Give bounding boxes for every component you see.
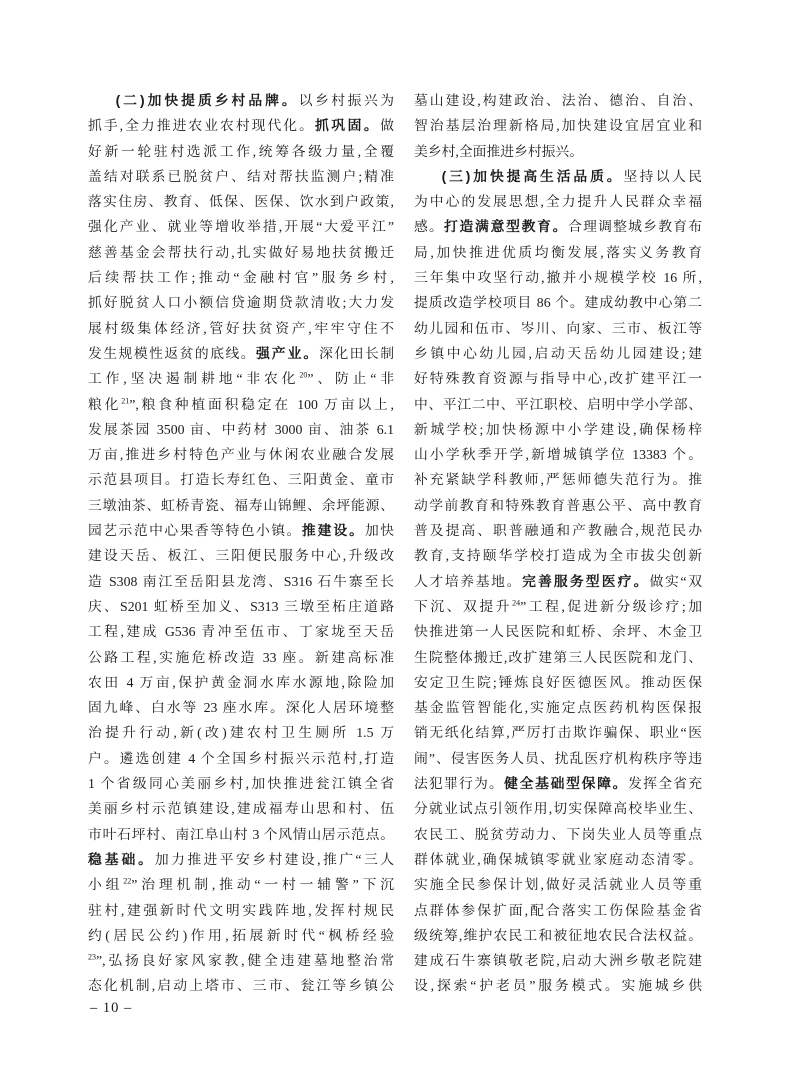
right-column-lines bbox=[414, 88, 702, 999]
text-line: 约(居民公约)作用,拓展新时代“枫桥经验 bbox=[88, 927, 394, 943]
text-line: 好新一轮驻村选派工作,统筹各级力量,全覆 bbox=[88, 143, 394, 159]
text-line: 市叶石坪村、南江阜山村 3 个风情山居示范点。 bbox=[88, 826, 394, 842]
text-line: 建设天岳、板江、三阳便民服务中心,升级改 bbox=[88, 548, 394, 564]
text-line: 中、平江二中、平江职校、启明中学小学部、 bbox=[414, 396, 702, 412]
text-line: 动学前教育和特殊教育普惠公平、高中教育 bbox=[414, 497, 702, 513]
text-line: 补充紧缺学科教师,严惩师德失范行为。推 bbox=[414, 472, 702, 488]
text-line: 感。打造满意型教育。合理调整城乡教育布 bbox=[414, 219, 702, 235]
text-line: 新城学校;加快杨源中小学建设,确保杨梓 bbox=[414, 421, 702, 437]
text-line: 工作,坚决遏制耕地“非农化$^{20}$”、防止“非 bbox=[88, 370, 394, 387]
text-line: 慈善基金会帮扶行动,扎实做好易地扶贫搬迁 bbox=[88, 244, 394, 260]
left-column-lines bbox=[88, 88, 394, 999]
text-line: 教育,支持颐华学校打造成为全市拔尖创新 bbox=[414, 548, 702, 564]
text-line: 后续帮扶工作;推动“金融村官”服务乡村, bbox=[88, 270, 394, 286]
text-line: 智治基层治理新格局,加快建设宜居宜业和 bbox=[414, 118, 702, 134]
text-line: 基金监管智能化,实施定点医药机构医保报 bbox=[414, 700, 702, 716]
text-line: 普及提高、职普融通和产教融合,规范民办 bbox=[414, 523, 702, 539]
text-line: 提质改造学校项目 86 个。建成幼教中心第二 bbox=[414, 295, 702, 311]
text-line: 农民工、脱贫劳动力、下岗失业人员等重点 bbox=[414, 826, 702, 842]
text-line: 山小学秋季开学,新增城镇学位 13383 个。 bbox=[414, 447, 702, 463]
text-line: 幼儿园和伍市、岑川、向家、三市、板江等 bbox=[414, 320, 702, 336]
text-line: 万亩,推进乡村特色产业与休闲农业融合发展 bbox=[88, 447, 394, 463]
text-line: 展村级集体经济,管好扶贫资产,牢牢守住不 bbox=[88, 320, 394, 336]
page-number: – 10 – bbox=[90, 1000, 133, 1016]
text-line: 治提升行动,新(改)建农村卫生厕所 1.5 万 bbox=[88, 725, 394, 741]
text-line: 下沉、双提升$^{24}$”工程,促进新分级诊疗;加 bbox=[414, 598, 702, 614]
text-line: 农田 4 万亩,保护黄金洞水库水源地,除险加 bbox=[88, 674, 394, 690]
text-line: $^{23}$”,弘扬良好家风家教,健全违建墓地整治常 bbox=[88, 952, 394, 969]
text-line: 实施全民参保计划,做好灵活就业人员等重 bbox=[414, 877, 702, 893]
text-line: 点群体参保扩面,配合落实工伤保险基金省 bbox=[414, 902, 702, 918]
text-line: 为中心的发展思想,全力提升人民群众幸福 bbox=[414, 194, 702, 210]
text-line: 建成石牛寨镇敬老院,启动大洲乡敬老院建 bbox=[414, 953, 702, 969]
text-line: 强化产业、就业等增收举措,开展“大爱平江” bbox=[88, 219, 394, 235]
text-line: 美乡村,全面推进乡村振兴。 bbox=[414, 143, 584, 159]
text-line: 庆、S201 虹桥至加义、S313 三墩至柘庄道路 bbox=[88, 598, 394, 614]
right-column bbox=[414, 88, 702, 999]
text-line: 三年集中攻坚行动,撤并小规模学校 16 所, bbox=[414, 270, 702, 286]
text-line: 设,探索“护老员”服务模式。实施城乡供 bbox=[414, 978, 702, 994]
text-line: 好特殊教育资源与指导中心,改扩建平江一 bbox=[414, 371, 702, 387]
text-line: 园艺示范中心果香等特色小镇。推建设。加快 bbox=[88, 523, 394, 539]
text-line: 示范县项目。打造长寿红色、三阳黄金、童市 bbox=[88, 472, 394, 488]
text-line: 乡镇中心幼儿园,启动天岳幼儿园建设;建 bbox=[414, 345, 702, 361]
text-line: 造 S308 南江至岳阳县龙湾、S316 石牛寨至长 bbox=[88, 573, 394, 589]
text-line: 固九峰、白水等 23 座水库。深化人居环境整 bbox=[88, 700, 394, 716]
text-line: 发生规模性返贫的底线。强产业。深化田长制 bbox=[88, 345, 394, 361]
text-line: 驻村,建强新时代文明实践阵地,发挥村规民 bbox=[88, 902, 394, 918]
text-line: 人才培养基地。完善服务型医疗。做实“双 bbox=[414, 573, 702, 589]
left-column bbox=[88, 88, 394, 999]
text-line: 落实住房、教育、低保、医保、饮水到户政策, bbox=[88, 194, 394, 210]
text-line: 态化机制,启动上塔市、三市、瓮江等乡镇公 bbox=[88, 978, 394, 994]
text-line: (二)加快提质乡村品牌。以乡村振兴为 bbox=[115, 93, 394, 108]
text-line: 抓手,全力推进农业农村现代化。抓巩固。做 bbox=[88, 118, 394, 134]
text-line: 销无纸化结算,严厉打击欺诈骗保、职业“医 bbox=[414, 725, 702, 741]
text-line: 小组$^{22}$”治理机制,推动“一村一辅警”下沉 bbox=[88, 876, 394, 893]
text-line: 墓山建设,构建政治、法治、德治、自治、 bbox=[414, 93, 702, 108]
text-line: 盖结对联系已脱贫户、结对帮扶监测户;精准 bbox=[88, 168, 394, 184]
text-line: 工程,建成 G536 青冲至伍市、丁家垅至天岳 bbox=[88, 624, 394, 640]
text-line: 户。遴选创建 4 个全国乡村振兴示范村,打造 bbox=[88, 750, 394, 766]
text-line: 局,加快推进优质均衡发展,落实义务教育 bbox=[414, 244, 702, 260]
text-line: 群体就业,确保城镇零就业家庭动态清零。 bbox=[414, 851, 702, 867]
text-line: 抓好脱贫人口小额信贷逾期贷款清收;大力发 bbox=[88, 295, 394, 311]
text-line: 发展茶园 3500 亩、中药材 3000 亩、油茶 6.1 bbox=[88, 421, 394, 437]
text-line: 快推进第一人民医院和虹桥、余坪、木金卫 bbox=[414, 624, 702, 640]
text-line: 美丽乡村示范镇建设,建成福寿山思和村、伍 bbox=[88, 801, 394, 817]
text-line: 粮化$^{21}$”,粮食种植面积稳定在 100 万亩以上, bbox=[88, 395, 394, 412]
text-line: 法犯罪行为。健全基础型保障。发挥全省充 bbox=[414, 776, 702, 792]
text-line: 三墩油茶、虹桥青瓷、福寿山锦鲤、余坪能源、 bbox=[88, 497, 394, 513]
text-line: (三)加快提高生活品质。坚持以人民 bbox=[441, 168, 702, 184]
text-line: 分就业试点引领作用,切实保障高校毕业生、 bbox=[414, 801, 702, 817]
text-line: 安定卫生院;锤炼良好医德医风。推动医保 bbox=[414, 674, 702, 690]
text-line: 公路工程,实施危桥改造 33 座。新建高标准 bbox=[88, 649, 394, 665]
text-line: 稳基础。加力推进平安乡村建设,推广“三人 bbox=[88, 851, 394, 867]
text-line: 闹”、侵害医务人员、扰乱医疗机构秩序等违 bbox=[414, 750, 702, 766]
text-line: 1 个省级同心美丽乡村,加快推进瓮江镇全省 bbox=[88, 776, 394, 792]
text-line: 生院整体搬迁,改扩建第三人民医院和龙门、 bbox=[414, 649, 702, 665]
text-line: 级统筹,维护农民工和被征地农民合法权益。 bbox=[414, 927, 702, 943]
